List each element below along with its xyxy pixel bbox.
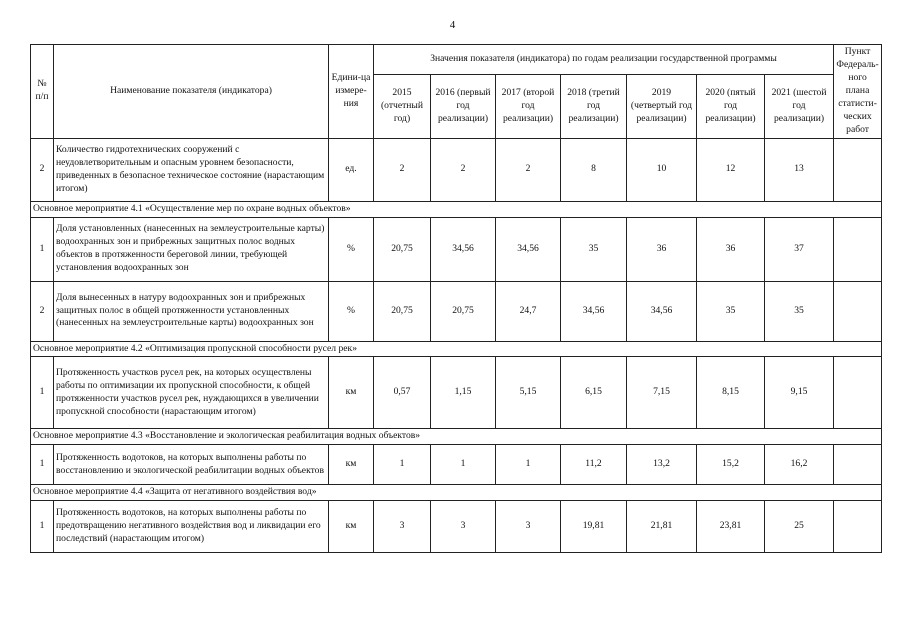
unit-cell: ед.	[329, 138, 374, 201]
section-row	[31, 485, 882, 501]
value-cell: 20,75	[431, 281, 496, 341]
value-cell: 8,15	[697, 357, 765, 429]
indicator-name-cell: Доля установленных (нанесенных на землеустроительные карты) водоохранных зон и прибрежных защитных полос водных объектов в протяженности береговой линии, требующей установления водоохранных зон	[54, 217, 329, 281]
unit-cell: %	[329, 217, 374, 281]
value-cell: 1,15	[431, 357, 496, 429]
federal-plan-cell	[834, 138, 882, 201]
header-unit: Едини-ца измере-ния	[329, 45, 374, 139]
value-cell: 19,81	[561, 501, 627, 553]
value-cell: 34,56	[561, 281, 627, 341]
indicator-name-cell: Протяженность водотоков, на которых выполнены работы по предотвращению негативного воздействия вод и ликвидации его последствий (нарастающим итогом)	[54, 501, 329, 553]
section-row	[31, 341, 882, 357]
federal-plan-cell	[834, 357, 882, 429]
value-cell: 37	[765, 217, 834, 281]
header-year: 2017 (второй год реализации)	[496, 75, 561, 138]
header-num: № п/п	[31, 45, 54, 139]
unit-cell: %	[329, 281, 374, 341]
value-cell: 3	[431, 501, 496, 553]
value-cell: 25	[765, 501, 834, 553]
table-row	[31, 501, 882, 553]
header-year: 2020 (пятый год реализации)	[697, 75, 765, 138]
value-cell: 20,75	[374, 281, 431, 341]
value-cell: 3	[374, 501, 431, 553]
value-cell: 34,56	[431, 217, 496, 281]
value-cell: 21,81	[627, 501, 697, 553]
value-cell: 35	[697, 281, 765, 341]
value-cell: 1	[496, 445, 561, 485]
section-title: Основное мероприятие 4.2 «Оптимизация пропускной способности русел рек»	[31, 341, 882, 357]
table-row	[31, 357, 882, 429]
table-row	[31, 217, 882, 281]
value-cell: 13	[765, 138, 834, 201]
header-year: 2019 (четвертый год реализации)	[627, 75, 697, 138]
indicators-table	[30, 44, 882, 553]
header-year: 2021 (шестой год реализации)	[765, 75, 834, 138]
header-year: 2018 (третий год реализации)	[561, 75, 627, 138]
value-cell: 15,2	[697, 445, 765, 485]
table-row	[31, 445, 882, 485]
row-num-cell: 2	[31, 281, 54, 341]
value-cell: 16,2	[765, 445, 834, 485]
header-federal-plan: Пункт Федераль-ного плана статисти-ческих работ	[834, 45, 882, 139]
unit-cell: км	[329, 501, 374, 553]
header-values-group: Значения показателя (индикатора) по годам реализации государственной программы	[374, 45, 834, 75]
value-cell: 11,2	[561, 445, 627, 485]
indicator-name-cell: Протяженность водотоков, на которых выполнены работы по восстановлению и экологической реабилитации водных объектов	[54, 445, 329, 485]
section-title: Основное мероприятие 4.3 «Восстановление и экологическая реабилитация водных объектов»	[31, 429, 882, 445]
indicator-name-cell: Количество гидротехнических сооружений с неудовлетворительным и опасным уровнем безопасности, приведенных в безопасное техническое состояние (нарастающим итогом)	[54, 138, 329, 201]
federal-plan-cell	[834, 445, 882, 485]
table-header	[31, 45, 882, 139]
value-cell: 23,81	[697, 501, 765, 553]
row-num-cell: 1	[31, 501, 54, 553]
federal-plan-cell	[834, 217, 882, 281]
value-cell: 6,15	[561, 357, 627, 429]
value-cell: 1	[374, 445, 431, 485]
value-cell: 2	[374, 138, 431, 201]
value-cell: 8	[561, 138, 627, 201]
federal-plan-cell	[834, 501, 882, 553]
value-cell: 0,57	[374, 357, 431, 429]
federal-plan-cell	[834, 281, 882, 341]
value-cell: 7,15	[627, 357, 697, 429]
unit-cell: км	[329, 357, 374, 429]
header-year: 2015 (отчетный год)	[374, 75, 431, 138]
header-name: Наименование показателя (индикатора)	[54, 45, 329, 139]
value-cell: 5,15	[496, 357, 561, 429]
value-cell: 34,56	[627, 281, 697, 341]
value-cell: 20,75	[374, 217, 431, 281]
section-title: Основное мероприятие 4.4 «Защита от негативного воздействия вод»	[31, 485, 882, 501]
row-num-cell: 2	[31, 138, 54, 201]
value-cell: 36	[697, 217, 765, 281]
value-cell: 10	[627, 138, 697, 201]
value-cell: 35	[561, 217, 627, 281]
row-num-cell: 1	[31, 217, 54, 281]
section-title: Основное мероприятие 4.1 «Осуществление мер по охране водных объектов»	[31, 201, 882, 217]
indicator-name-cell: Доля вынесенных в натуру водоохранных зон и прибрежных защитных полос в общей протяженности установленных (нанесенных на землеустроительные карты) водоохранных зон	[54, 281, 329, 341]
header-year: 2016 (первый год реализации)	[431, 75, 496, 138]
value-cell: 24,7	[496, 281, 561, 341]
value-cell: 1	[431, 445, 496, 485]
table-body	[31, 138, 882, 553]
value-cell: 34,56	[496, 217, 561, 281]
unit-cell: км	[329, 445, 374, 485]
section-row	[31, 429, 882, 445]
row-num-cell: 1	[31, 357, 54, 429]
value-cell: 12	[697, 138, 765, 201]
indicator-name-cell: Протяженность участков русел рек, на которых осуществлены работы по оптимизации их пропускной способности, к общей протяженности участков русел рек, нуждающихся в увеличении пропускной способности (нарастающим итогом)	[54, 357, 329, 429]
value-cell: 36	[627, 217, 697, 281]
section-row	[31, 201, 882, 217]
page-number: 4	[449, 19, 456, 31]
table-row	[31, 281, 882, 341]
value-cell: 13,2	[627, 445, 697, 485]
row-num-cell: 1	[31, 445, 54, 485]
value-cell: 2	[496, 138, 561, 201]
table-row	[31, 138, 882, 201]
value-cell: 9,15	[765, 357, 834, 429]
value-cell: 35	[765, 281, 834, 341]
value-cell: 3	[496, 501, 561, 553]
value-cell: 2	[431, 138, 496, 201]
